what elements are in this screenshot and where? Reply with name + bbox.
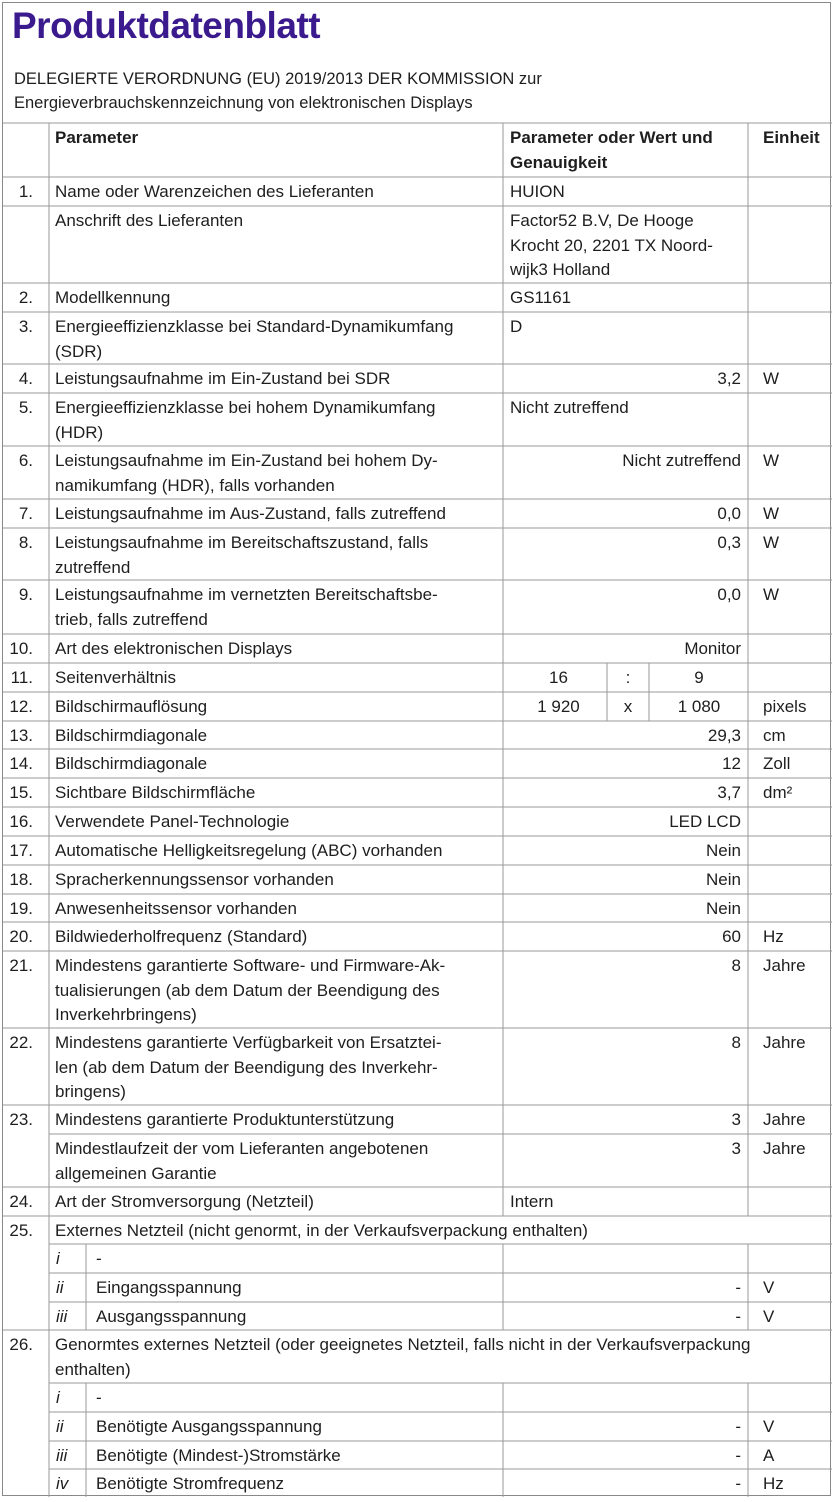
row-label: Inverkehrbringens) bbox=[55, 1005, 197, 1024]
subrow-number: i bbox=[56, 1388, 60, 1407]
row-number: 3. bbox=[18, 317, 33, 336]
row-label: Name oder Warenzeichen des Lieferanten bbox=[55, 182, 374, 201]
subrow-value: - bbox=[735, 1446, 741, 1465]
row-number: 2. bbox=[18, 288, 33, 307]
row-label: (SDR) bbox=[55, 341, 103, 361]
row-label: Bildschirmauflösung bbox=[55, 697, 208, 716]
product-data-sheet bbox=[2, 2, 831, 1496]
row-label: enthalten) bbox=[55, 1359, 131, 1379]
row-label: Spracherkennungssensor vorhanden bbox=[55, 870, 334, 889]
header-value: Genauigkeit bbox=[510, 152, 608, 172]
row-value: 60 bbox=[722, 927, 741, 946]
row-number: 25. bbox=[9, 1221, 33, 1240]
row-value: 29,3 bbox=[707, 726, 741, 745]
row-label: Bildschirmdiagonale bbox=[55, 754, 208, 773]
row-label: Leistungsaufnahme im Bereitschaftszustand, falls bbox=[55, 533, 429, 552]
row-label: Energieeffizienzklasse bei Standard-Dynamikumfang bbox=[55, 317, 454, 336]
row-value: HUION bbox=[510, 182, 565, 201]
subrow-value: - bbox=[735, 1307, 741, 1326]
ratio-b: 9 bbox=[694, 668, 704, 687]
subrow-number: ii bbox=[56, 1278, 64, 1297]
row-value: 12 bbox=[722, 754, 741, 773]
row-value: Nicht zutreffend bbox=[622, 451, 741, 470]
row-value: Intern bbox=[510, 1192, 554, 1211]
row-label: trieb, falls zutreffend bbox=[55, 609, 208, 629]
subrow-label: Benötigte (Mindest-)Stromstärke bbox=[96, 1446, 341, 1465]
row-label: Energieeffizienzklasse bei hohem Dynamikumfang bbox=[55, 398, 436, 417]
row-number: 1. bbox=[18, 182, 33, 201]
subrow-label: - bbox=[96, 1388, 102, 1407]
row-unit: W bbox=[763, 504, 780, 523]
row-label: Seitenverhältnis bbox=[55, 668, 176, 687]
row-number: 24. bbox=[9, 1192, 33, 1211]
subrow-label: Benötigte Ausgangsspannung bbox=[96, 1417, 322, 1436]
row-unit: Jahre bbox=[763, 1139, 806, 1158]
row-value: 3,2 bbox=[717, 369, 741, 388]
subrow-label: - bbox=[96, 1249, 102, 1268]
row-number: 5. bbox=[18, 398, 33, 417]
row-label: Bildschirmdiagonale bbox=[55, 726, 208, 745]
row-unit: W bbox=[763, 533, 780, 552]
row-label: Sichtbare Bildschirmfläche bbox=[55, 783, 256, 802]
page-title: Produktdatenblatt bbox=[12, 5, 321, 46]
row-unit: cm bbox=[763, 726, 786, 745]
row-label: Mindestens garantierte Produktunterstützung bbox=[55, 1110, 395, 1129]
row-label: Verwendete Panel-Technologie bbox=[55, 812, 290, 831]
row-label: Leistungsaufnahme im vernetzten Bereitschaftsbe- bbox=[55, 585, 438, 604]
subrow-number: i bbox=[56, 1249, 60, 1268]
row-label: Art des elektronischen Displays bbox=[55, 639, 293, 658]
row-number: 11. bbox=[10, 668, 33, 687]
row-label: tualisierungen (ab dem Datum der Beendigung des bbox=[55, 980, 440, 1000]
row-value: 8 bbox=[731, 1033, 741, 1052]
row-value: LED LCD bbox=[669, 812, 741, 831]
row-value: Factor52 B.V, De Hooge bbox=[510, 211, 694, 230]
row-number: 6. bbox=[18, 451, 33, 470]
row-number: 20. bbox=[9, 927, 33, 946]
row-label: Mindestlaufzeit der vom Lieferanten angebotenen bbox=[55, 1139, 429, 1158]
row-value: 3 bbox=[731, 1110, 741, 1129]
row-unit: Jahre bbox=[763, 1033, 806, 1052]
header-unit: Einheit bbox=[763, 128, 820, 147]
row-number: 26. bbox=[9, 1335, 33, 1354]
row-label: Leistungsaufnahme im Ein-Zustand bei SDR bbox=[55, 369, 391, 388]
row-value: 0,0 bbox=[717, 504, 741, 523]
subrow-label: Eingangsspannung bbox=[96, 1278, 242, 1297]
subrow-number: ii bbox=[56, 1417, 64, 1436]
row-label: Leistungsaufnahme im Aus-Zustand, falls zutreffend bbox=[55, 504, 446, 523]
ratio-a: 16 bbox=[549, 668, 568, 687]
subrow-number: iii bbox=[56, 1446, 68, 1465]
subrow-value: - bbox=[735, 1278, 741, 1297]
row-value: 3 bbox=[731, 1139, 741, 1158]
regulation-subtitle-line-1: DELEGIERTE VERORDNUNG (EU) 2019/2013 DER KOMMISSION zur bbox=[14, 70, 542, 88]
row-label: Art der Stromversorgung (Netzteil) bbox=[55, 1192, 314, 1211]
row-label: allgemeinen Garantie bbox=[55, 1163, 217, 1183]
row-number: 23. bbox=[9, 1110, 33, 1129]
row-value: Nein bbox=[706, 841, 741, 860]
row-unit: W bbox=[763, 585, 780, 604]
row-label: Leistungsaufnahme im Ein-Zustand bei hohem Dy- bbox=[55, 451, 438, 470]
row-label: Anwesenheitssensor vorhanden bbox=[55, 899, 297, 918]
row-unit: Jahre bbox=[763, 956, 806, 975]
row-value: Nein bbox=[706, 899, 741, 918]
row-label: len (ab dem Datum der Beendigung des Inverkehr- bbox=[55, 1057, 438, 1077]
row-label: (HDR) bbox=[55, 422, 104, 442]
header-parameter: Parameter bbox=[55, 128, 139, 147]
row-unit: W bbox=[763, 369, 780, 388]
row-number: 18. bbox=[9, 870, 33, 889]
ratio-a: 1 920 bbox=[537, 697, 580, 716]
row-number: 4. bbox=[18, 369, 33, 388]
row-value: D bbox=[510, 317, 523, 336]
row-number: 13. bbox=[9, 726, 33, 745]
row-value: Nein bbox=[706, 870, 741, 889]
row-label: Mindestens garantierte Software- und Firmware-Ak- bbox=[55, 956, 446, 975]
row-label: Mindestens garantierte Verfügbarkeit von Ersatztei- bbox=[55, 1033, 442, 1052]
row-label: bringens) bbox=[55, 1082, 126, 1101]
row-value: GS1161 bbox=[510, 288, 572, 307]
row-label: Genormtes externes Netzteil (oder geeignetes Netzteil, falls nicht in der Verkaufsverpackung bbox=[55, 1335, 751, 1354]
row-label: Externes Netzteil (nicht genormt, in der Verkaufsverpackung enthalten) bbox=[55, 1221, 588, 1240]
row-label: zutreffend bbox=[55, 557, 131, 577]
row-value: 8 bbox=[731, 956, 741, 975]
subrow-number: iii bbox=[56, 1307, 68, 1326]
row-unit: dm² bbox=[763, 783, 793, 802]
row-label: Bildwiederholfrequenz (Standard) bbox=[55, 927, 308, 946]
row-number: 19. bbox=[9, 899, 33, 918]
subrow-unit: V bbox=[763, 1417, 775, 1436]
subrow-unit: Hz bbox=[763, 1474, 784, 1493]
row-label: namikumfang (HDR), falls vorhanden bbox=[55, 475, 335, 495]
subrow-value: - bbox=[735, 1417, 741, 1436]
row-number: 9. bbox=[18, 585, 33, 604]
header-value: Parameter oder Wert und bbox=[510, 128, 713, 147]
row-number: 14. bbox=[9, 754, 33, 773]
row-value: 0,0 bbox=[717, 585, 741, 604]
subrow-number: iv bbox=[56, 1474, 69, 1493]
row-value: Krocht 20, 2201 TX Noord- bbox=[510, 235, 713, 255]
subrow-value: - bbox=[735, 1474, 741, 1493]
row-number: 21. bbox=[9, 956, 33, 975]
row-number: 17. bbox=[9, 841, 33, 860]
subrow-unit: V bbox=[763, 1307, 775, 1326]
row-value: 3,7 bbox=[717, 783, 741, 802]
ratio-b: 1 080 bbox=[677, 697, 721, 716]
row-unit: Zoll bbox=[763, 754, 791, 773]
row-label: Automatische Helligkeitsregelung (ABC) vorhanden bbox=[55, 841, 443, 860]
row-number: 7. bbox=[18, 504, 33, 523]
subrow-unit: A bbox=[763, 1446, 775, 1465]
row-label: Anschrift des Lieferanten bbox=[55, 211, 244, 230]
row-number: 10. bbox=[9, 639, 33, 658]
subrow-label: Benötigte Stromfrequenz bbox=[96, 1474, 285, 1493]
ratio-separator: x bbox=[623, 697, 633, 716]
row-unit: Jahre bbox=[763, 1110, 806, 1129]
row-unit: W bbox=[763, 451, 780, 470]
row-number: 22. bbox=[9, 1033, 33, 1052]
row-number: 16. bbox=[9, 812, 33, 831]
row-number: 8. bbox=[18, 533, 33, 552]
row-unit: pixels bbox=[763, 697, 807, 716]
row-number: 12. bbox=[9, 697, 33, 716]
row-label: Modellkennung bbox=[55, 288, 171, 307]
row-value: 0,3 bbox=[717, 533, 741, 552]
ratio-separator: : bbox=[625, 668, 631, 687]
subrow-label: Ausgangsspannung bbox=[96, 1307, 247, 1326]
row-number: 15. bbox=[9, 783, 33, 802]
row-unit: Hz bbox=[763, 927, 784, 946]
regulation-subtitle-line-2: Energieverbrauchskennzeichnung von elektronischen Displays bbox=[14, 94, 473, 112]
subrow-unit: V bbox=[763, 1278, 775, 1297]
row-value: wijk3 Holland bbox=[510, 260, 611, 279]
row-value: Monitor bbox=[684, 639, 741, 658]
row-value: Nicht zutreffend bbox=[510, 398, 629, 417]
